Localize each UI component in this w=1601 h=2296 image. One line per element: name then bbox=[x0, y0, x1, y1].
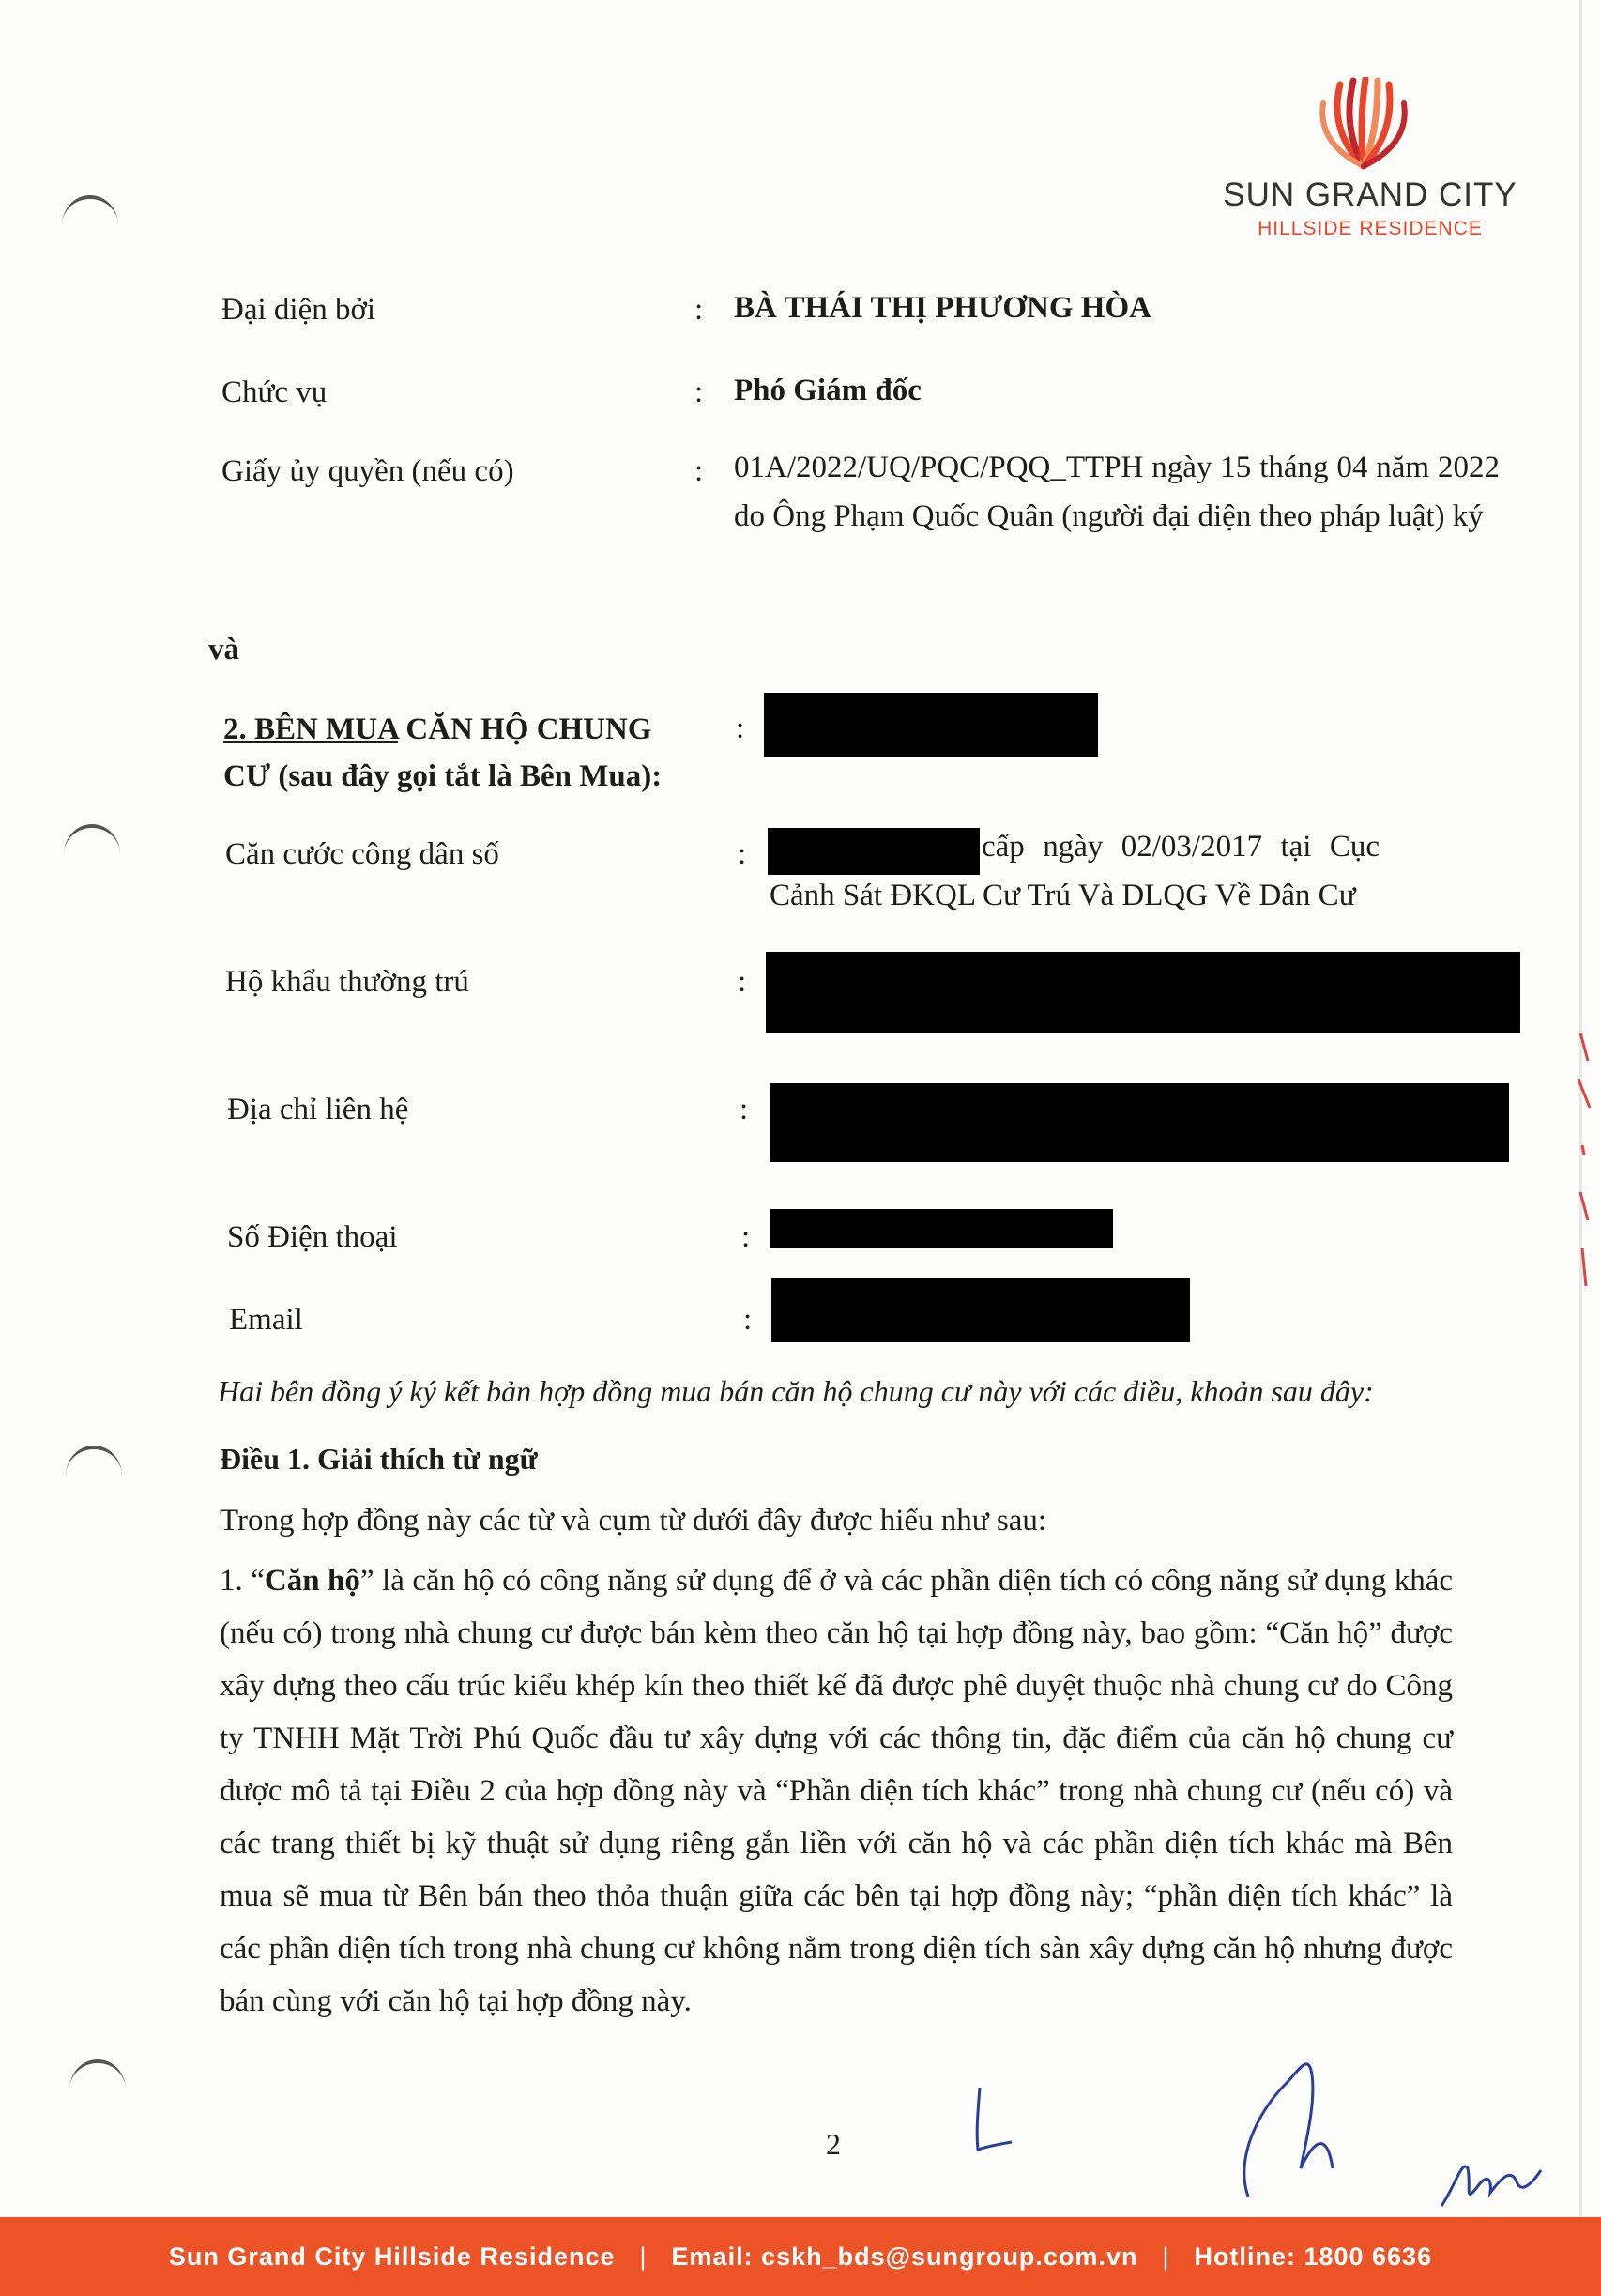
punch-hole-mark bbox=[69, 2059, 126, 2120]
footer-separator: | bbox=[639, 2242, 648, 2271]
redaction-bar bbox=[764, 693, 1098, 757]
buyer-heading bbox=[223, 706, 693, 800]
colon: : bbox=[694, 375, 704, 409]
initial-mark bbox=[967, 2084, 1023, 2159]
value-authorization: 01A/2022/UQ/PQC/PQQ_TTPH ngày 15 tháng 04 năm 2022 do Ông Phạm Quốc Quân (người đại diện theo pháp luật) ký bbox=[734, 451, 1500, 533]
item1-term: Căn hộ bbox=[264, 1564, 360, 1598]
article-intro: Trong hợp đồng này các từ và cụm từ dưới đây được hiểu như sau: bbox=[220, 1504, 1047, 1538]
footer-separator: | bbox=[1162, 2242, 1170, 2271]
footer-email: Email: cskh_bds@sungroup.com.vn bbox=[671, 2242, 1138, 2271]
item1-text: ” là căn hộ có công năng sử dụng để ở và các phần diện tích có công năng sử dụng khác (nếu có) trong nhà chung cư được bán kèm theo căn hộ tại hợp đồng này, bao gồm: “Căn hộ” được xây dựng theo cấu trúc kiểu khép kín theo thiết kế đã được phê duyệt thuộc nhà chung cư do Công ty TNHH Mặt Trời Phú Quốc đầu tư xây dựng với các thông tin, đặc điểm của căn hộ chung cư được mô tả tại Điều 2 của hợp đồng này và “Phần diện tích khác” trong nhà chung cư (nếu có) và các trang thiết bị kỹ thuật sử dụng riêng gắn liền với căn hộ và các phần diện tích khác mà Bên mua sẽ mua từ Bên bán theo thỏa thuận giữa các bên tại hợp đồng này; “phần diện tích khác” là các phần diện tích trong nhà chung cư không nằm trong diện tích sàn xây dựng căn hộ nhưng được bán cùng với căn hộ tại hợp đồng này. bbox=[220, 1564, 1453, 2018]
label-contact-address: Địa chỉ liên hệ bbox=[227, 1093, 409, 1126]
colon: : bbox=[743, 1303, 753, 1337]
colon: : bbox=[738, 837, 747, 871]
redaction-bar bbox=[770, 1209, 1113, 1248]
label-permanent-residence: Hộ khẩu thường trú bbox=[225, 965, 469, 999]
buyer-heading-line2: CƯ (sau đây gọi tắt là Bên Mua): bbox=[223, 759, 663, 793]
page-number: 2 bbox=[826, 2127, 841, 2161]
colon: : bbox=[736, 712, 745, 745]
label-position: Chức vụ bbox=[221, 375, 328, 409]
colon: : bbox=[738, 965, 747, 999]
punch-hole-mark bbox=[64, 824, 120, 884]
footer-hotline: Hotline: 1800 6636 bbox=[1194, 2242, 1433, 2271]
footer-name: Sun Grand City Hillside Residence bbox=[168, 2242, 616, 2271]
buyer-heading-rest: CĂN HỘ CHUNG bbox=[398, 712, 652, 746]
label-representative: Đại diện bởi bbox=[221, 293, 376, 327]
signature-mark bbox=[1229, 2046, 1351, 2206]
redaction-bar bbox=[771, 1278, 1190, 1342]
value-representative: BÀ THÁI THỊ PHƯƠNG HÒA bbox=[734, 291, 1151, 325]
logo-name: SUN GRAND CITY bbox=[1223, 176, 1517, 213]
label-email: Email bbox=[229, 1303, 303, 1337]
colon: : bbox=[741, 1220, 751, 1254]
signature-mark-small bbox=[1436, 2150, 1548, 2215]
label-authorization: Giấy ủy quyền (nếu có) bbox=[221, 454, 514, 488]
logo-subtitle: HILLSIDE RESIDENCE bbox=[1258, 218, 1483, 239]
article-title: Điều 1. Giải thích từ ngữ bbox=[220, 1442, 538, 1476]
redaction-bar bbox=[766, 952, 1520, 1033]
label-id-card: Căn cước công dân số bbox=[225, 837, 499, 871]
punch-hole-mark bbox=[66, 1446, 122, 1506]
sun-logo-icon bbox=[1312, 77, 1415, 171]
punch-hole-mark bbox=[62, 195, 118, 255]
buyer-heading-underlined: 2. BÊN MUA bbox=[223, 712, 399, 746]
colon: : bbox=[694, 293, 704, 327]
colon: : bbox=[694, 454, 704, 488]
margin-initial-mark bbox=[1575, 1023, 1593, 1295]
value-position: Phó Giám đốc bbox=[734, 374, 922, 407]
label-phone: Số Điện thoại bbox=[227, 1220, 398, 1254]
colon: : bbox=[740, 1093, 749, 1126]
footer-bar bbox=[0, 2217, 1601, 2296]
item1-prefix: 1. “ bbox=[220, 1564, 265, 1598]
value-id-card: cấp ngày 02/03/2017 tại Cục Cảnh Sát ĐKQL Cư Trú Và DLQG Về Dân Cư bbox=[770, 830, 1380, 912]
agreement-line: Hai bên đồng ý ký kết bản hợp đồng mua bán căn hộ chung cư này với các điều, khoản sau đây: bbox=[218, 1374, 1374, 1408]
connector-and: và bbox=[208, 633, 239, 666]
article-item-1 bbox=[220, 1554, 1453, 2028]
redaction-bar bbox=[770, 1083, 1509, 1162]
